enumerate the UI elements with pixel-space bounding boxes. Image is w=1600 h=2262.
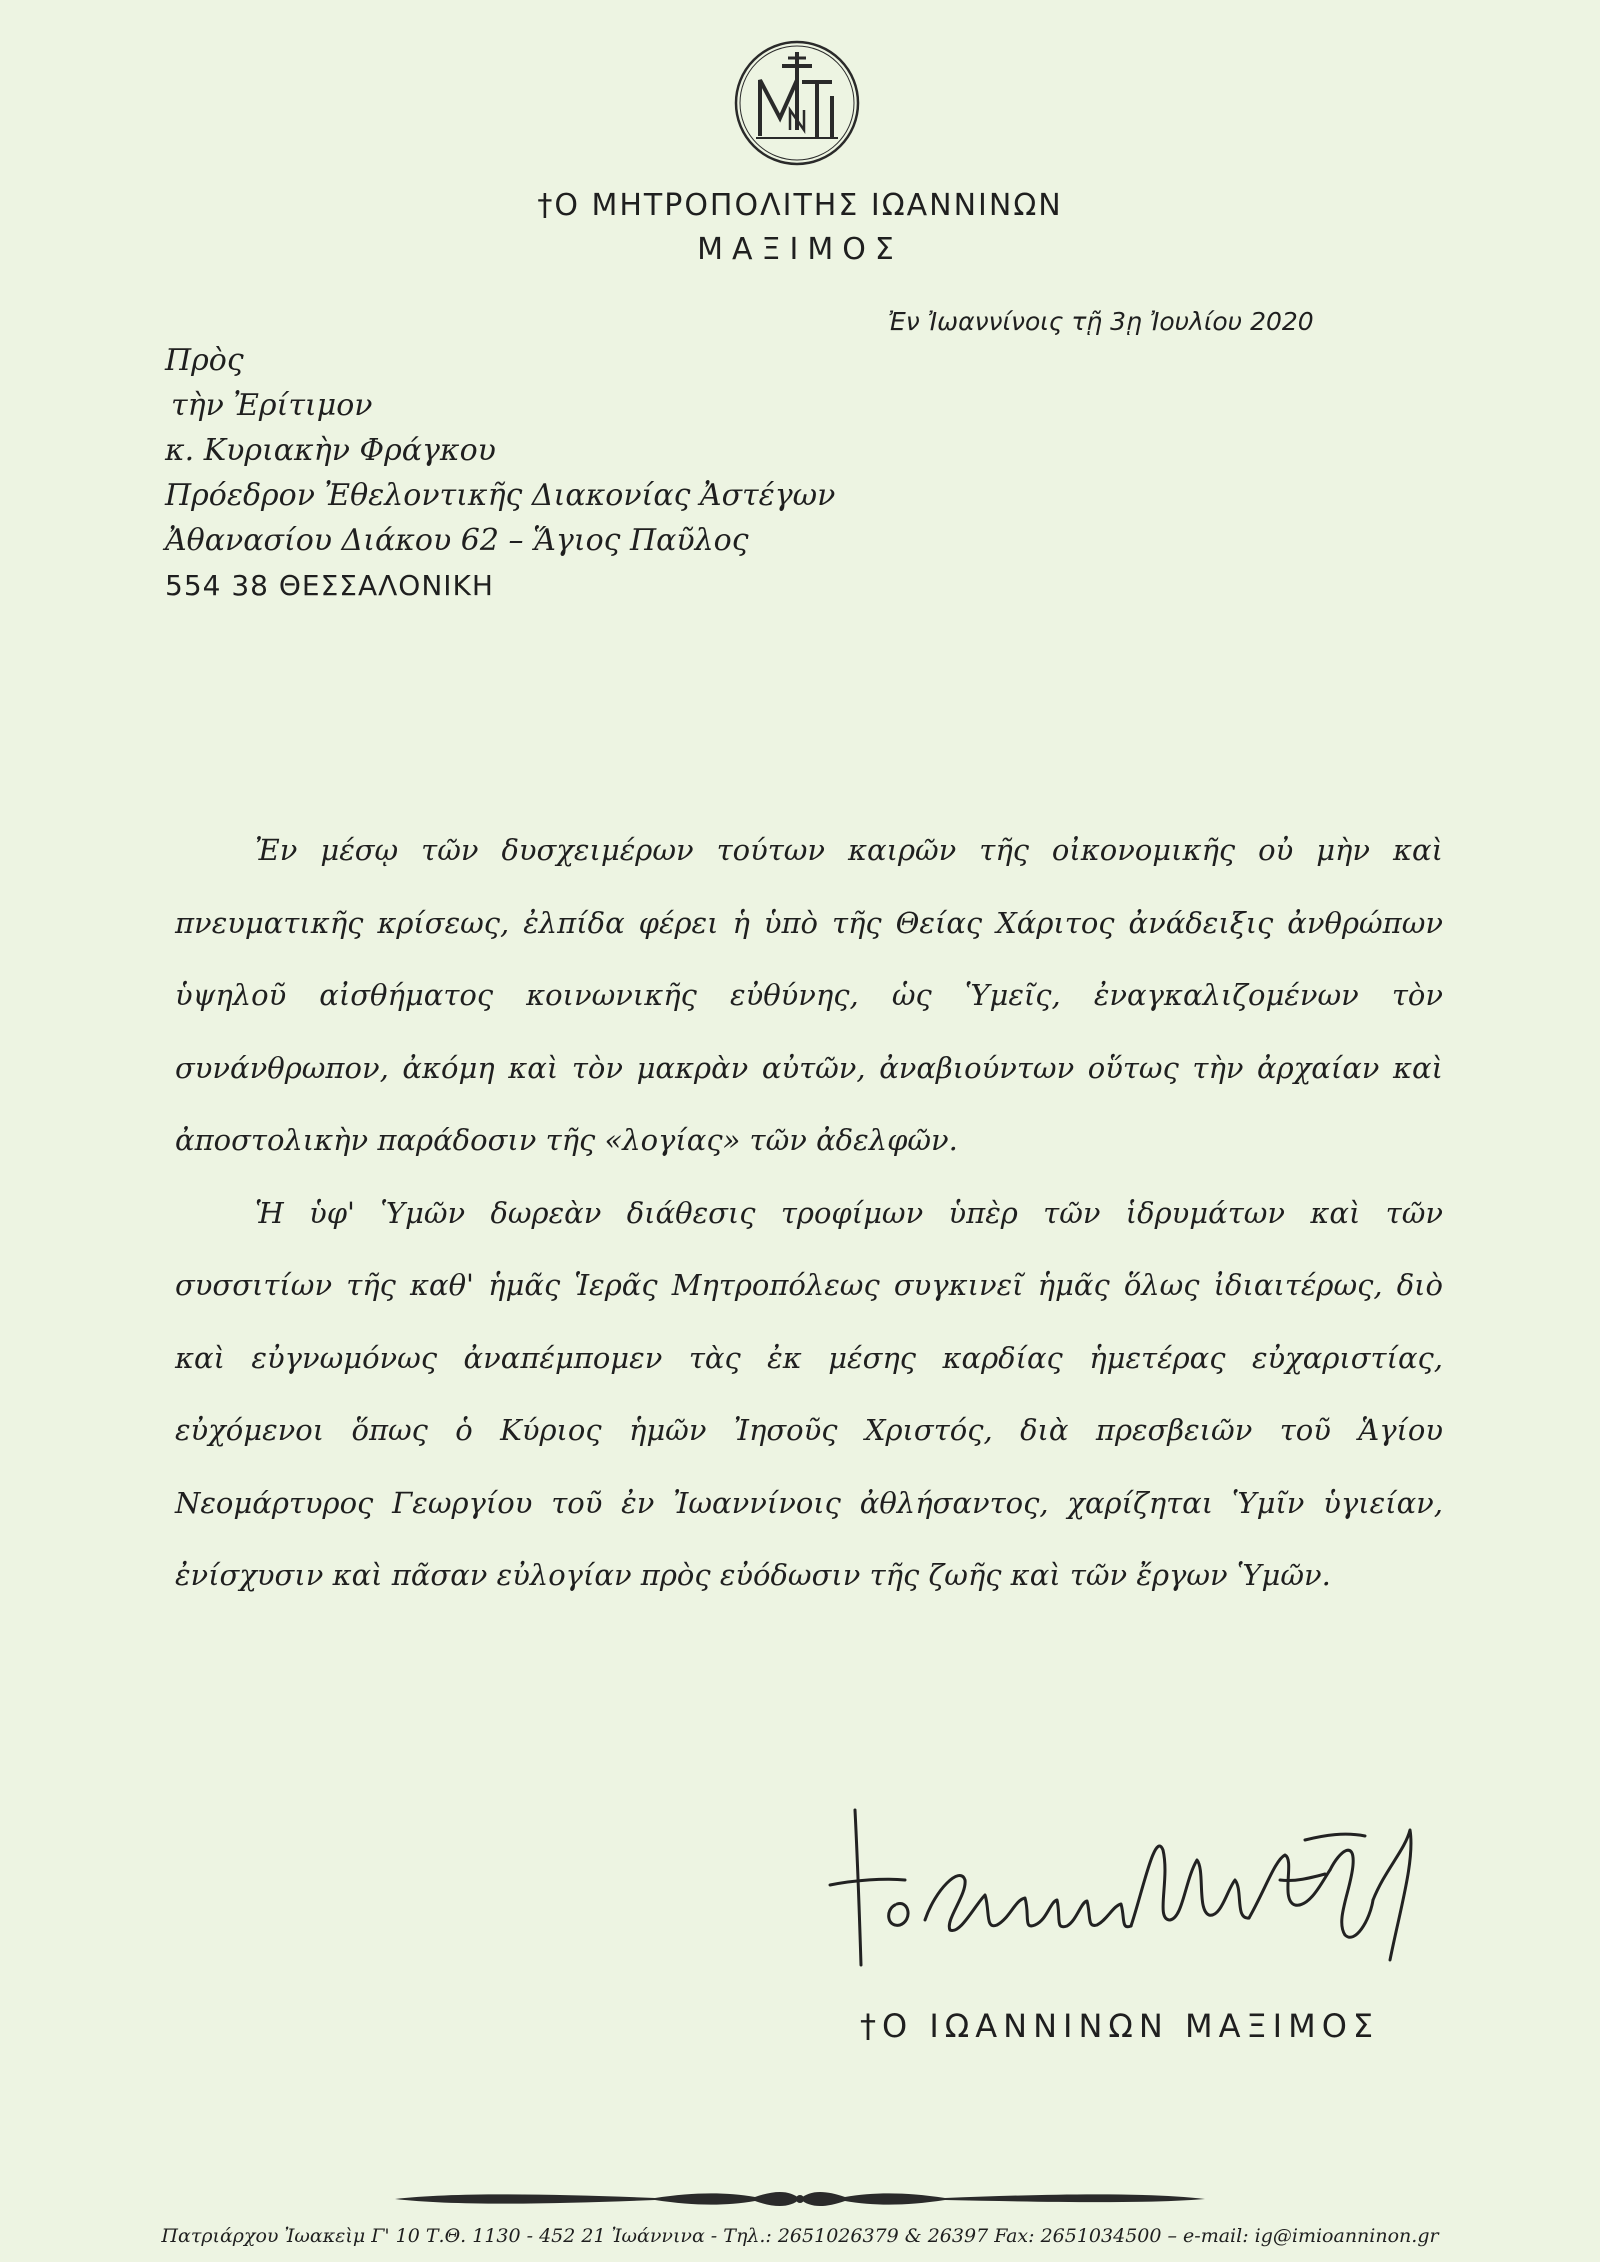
letterhead-name: ΜΑΞΙΜΟΣ	[697, 232, 903, 267]
body-paragraph-2: Ἡ ὑφ' Ὑμῶν δωρεὰν διάθεσις τροφίμων ὑπὲρ τῶν ἱδρυμάτων καὶ τῶν συσσιτίων τῆς καθ' ἡμᾶς Ἱερᾶς Μητροπόλεως συγκινεῖ ἡμᾶς ὅλως ἰδιαιτέρως, διὸ καὶ εὐγνωμόνως ἀναπέμπομεν τὰς ἐκ μέσης καρδίας ἡμετέρας εὐχαριστίας, εὐχόμενοι ὅπως ὁ Κύριος ἡμῶν Ἰησοῦς Χριστός, διὰ πρεσβειῶν τοῦ Ἁγίου Νεομάρτυρος Γεωργίου τοῦ ἐν Ἰωαννίνοις ἀθλήσαντος, χαρίζηται Ὑμῖν ὑγιείαν, ἐνίσχυσιν καὶ πᾶσαν εὐλογίαν πρὸς εὐόδωσιν τῆς ζωῆς καὶ τῶν ἔργων Ὑμῶν.	[175, 1195, 1443, 1592]
recipient-address	[165, 338, 835, 608]
recipient-honorific: τὴν Ἐρίτιμον	[171, 388, 373, 423]
letter-date: Ἐν Ἰωαννίνοις τῇ 3ῃ Ἰουλίου 2020	[888, 307, 1314, 336]
letter-body	[175, 814, 1443, 1612]
recipient-name: κ. Κυριακὴν Φράγκου	[165, 433, 496, 468]
recipient-city: 554 38 ΘΕΣΣΑΛΟΝΙΚΗ	[165, 569, 494, 602]
recipient-street: Ἀθανασίου Διάκου 62 – Ἅγιος Παῦλος	[165, 523, 749, 558]
body-paragraph-1: Ἐν μέσῳ τῶν δυσχειμέρων τούτων καιρῶν τῆς οἰκονομικῆς οὐ μὴν καὶ πνευματικῆς κρίσεως, ἐλπίδα φέρει ἡ ὑπὸ τῆς Θείας Χάριτος ἀνάδειξις ἀνθρώπων ὑψηλοῦ αἰσθήματος κοινωνικῆς εὐθύνης, ὡς Ὑμεῖς, ἐναγκαλιζομένων τὸν συνάνθρωπον, ἀκόμη καὶ τὸν μακρὰν αὐτῶν, ἀναβιούντων οὕτως τὴν ἀρχαίαν καὶ ἀποστολικὴν παράδοσιν τῆς «λογίας» τῶν ἀδελφῶν.	[175, 833, 1443, 1157]
letterhead-title: †Ο ΜΗΤΡΟΠΟΛΙΤΗΣ ΙΩΑΝΝΙΝΩΝ	[537, 188, 1063, 223]
handwritten-signature	[825, 1770, 1445, 2000]
signatory-printed-name: †Ο ΙΩΑΝΝΙΝΩΝ ΜΑΞΙΜΟΣ	[860, 2007, 1380, 2045]
footer-contact: Πατριάρχου Ἰωακεὶμ Γ' 10 Τ.Θ. 1130 - 452 21 Ἰωάννινα - Τηλ.: 2651026379 & 26397 Fax: 2651034500 – e-mail: ig@imioanninon.gr	[161, 2225, 1439, 2247]
recipient-role: Πρόεδρον Ἐθελοντικῆς Διακονίας Ἀστέγων	[165, 478, 836, 513]
metropolis-seal-logo	[732, 38, 862, 168]
footer-ornament	[395, 2188, 1205, 2210]
recipient-to: Πρὸς	[165, 343, 244, 378]
